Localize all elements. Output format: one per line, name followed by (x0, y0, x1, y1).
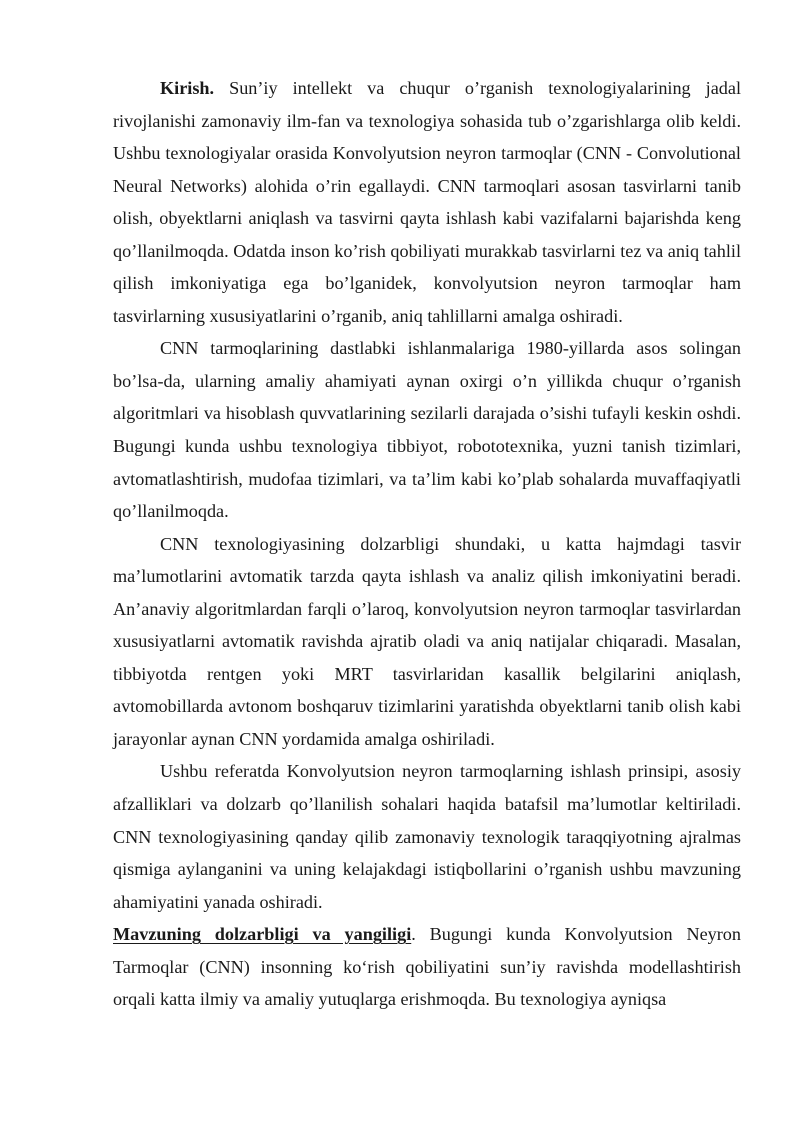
topic-relevance-heading: Mavzuning dolzarbligi va yangiligi (113, 924, 412, 945)
paragraph-history (113, 332, 741, 527)
paragraph-text: Ushbu referatda Konvolyutsion neyron tarmoqlarning ishlash prinsipi, asosiy afzalliklari va dolzarb qo’llanilish sohalari haqida batafsil ma’lumotlar keltiriladi. CNN texnologiyasining qanday qilib zamonaviy texnologik taraqqiyotning ajralmas qismiga aylanganini va uning kelajakdagi istiqbollarini o’rganish ushbu mavzuning ahamiyatini yanada oshiradi. (113, 761, 741, 912)
paragraph-text: . Bugungi kunda Konvolyutsion Neyron Tarmoqlar (CNN) insonning ko‘rish qobiliyatini sun’iy ravishda modellashtirish orqali katta ilmiy va amaliy yutuqlarga erishmoqda. Bu texnologiya ayniqsa (113, 924, 741, 1010)
intro-heading: Kirish. (160, 78, 215, 98)
paragraph-text: Sun’iy intellekt va chuqur o’rganish texnologiyalarining jadal rivojlanishi zamonaviy ilm-fan va texnologiya sohasida tub o’zgarishlarga olib keldi. Ushbu texnologiyalar orasida Konvolyutsion neyron tarmoqlar (CNN - Convolutional Neural Networks) alohida o’rin egallaydi. CNN tarmoqlari asosan tasvirlarni tanib olish, obyektlarni aniqlash va tasvirni qayta ishlash kabi vazifalarni bajarishda keng qo’llanilmoqda. Odatda inson ko’rish qobiliyati murakkab tasvirlarni tez va aniq tahlil qilish imkoniyatiga ega bo’lganidek, konvolyutsion neyron tarmoqlar ham tasvirlarning xususiyatlarini o’rganib, aniq tahlillarni amalga oshiradi. (113, 78, 741, 326)
paragraph-purpose (113, 755, 741, 918)
paragraph-text: CNN tarmoqlarining dastlabki ishlanmalariga 1980-yillarda asos solingan bo’lsa-da, ularning amaliy ahamiyati aynan oxirgi o’n yillikda chuqur o’rganish algoritmlari va hisoblash quvvatlarining sezilarli darajada o’sishi tufayli keskin oshdi. Bugungi kunda ushbu texnologiya tibbiyot, robototexnika, yuzni tanish tizimlari, avtomatlashtirish, mudofaa tizimlari, va ta’lim kabi ko’plab sohalarda muvaffaqiyatli qo’llanilmoqda. (113, 338, 741, 522)
paragraph-topic-relevance (113, 918, 741, 1016)
paragraph-introduction (113, 72, 741, 332)
paragraph-relevance (113, 528, 741, 756)
document-page (113, 72, 741, 1016)
paragraph-text: CNN texnologiyasining dolzarbligi shundaki, u katta hajmdagi tasvir ma’lumotlarini avtomatik tarzda qayta ishlash va analiz qilish imkoniyatini beradi. An’anaviy algoritmlardan farqli o’laroq, konvolyutsion neyron tarmoqlar tasvirlardan xususiyatlarni avtomatik ravishda ajratib oladi va aniq natijalar chiqaradi. Masalan, tibbiyotda rentgen yoki MRT tasvirlaridan kasallik belgilarini aniqlash, avtomobillarda avtonom boshqaruv tizimlarini yaratishda obyektlarni tanib olish kabi jarayonlar aynan CNN yordamida amalga oshiriladi. (113, 533, 741, 749)
